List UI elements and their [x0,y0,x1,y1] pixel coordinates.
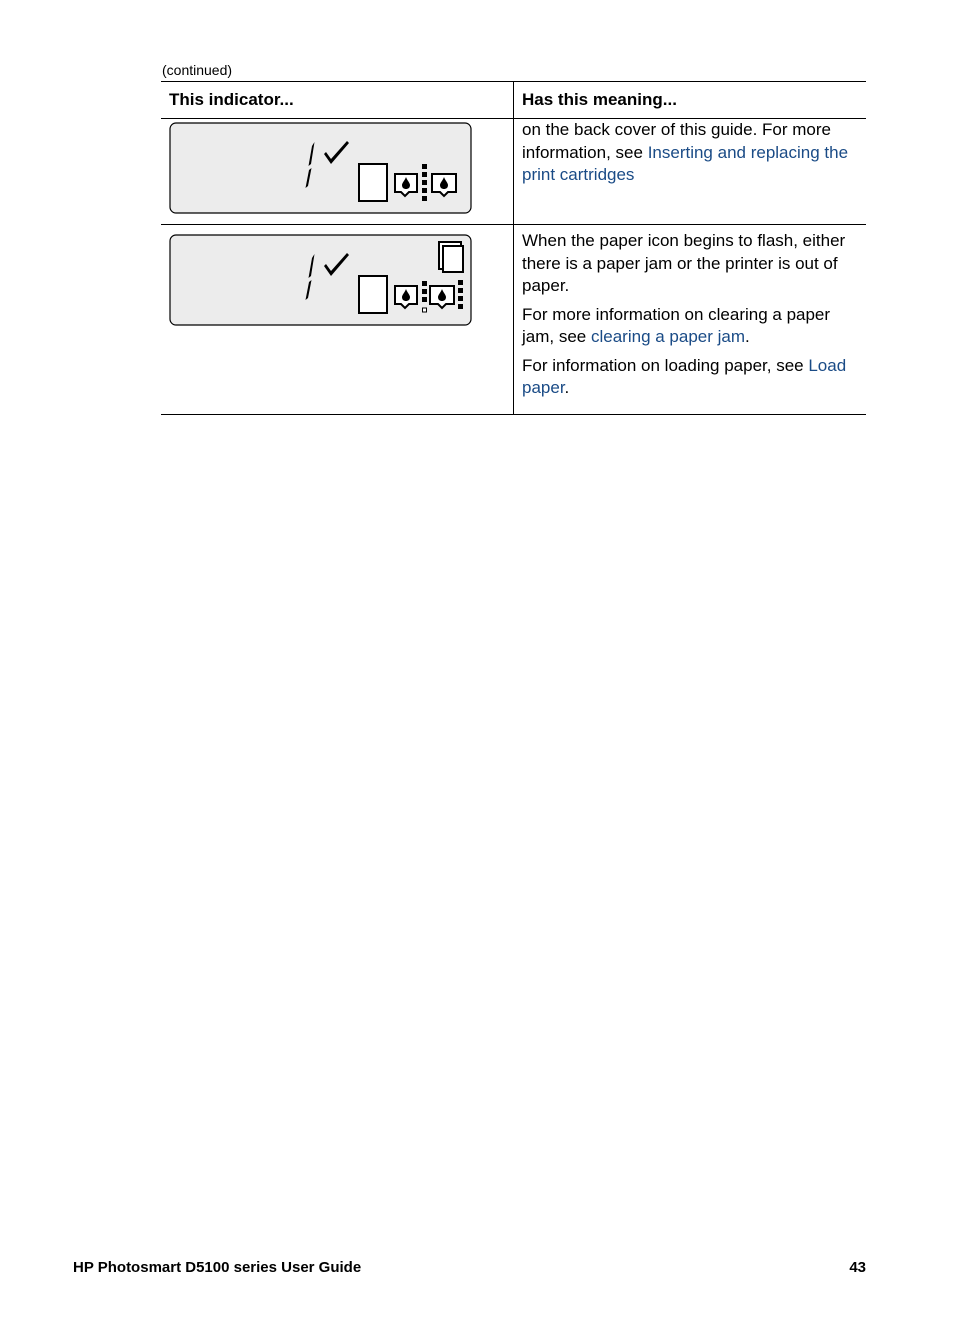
link-inserting-cartridges[interactable]: Inserting and replacing the print cartridges [522,142,849,184]
paper-icon [359,164,387,201]
page-number: 43 [849,1259,866,1276]
col-header-meaning: Has this meaning... [514,82,867,119]
table-header-row [161,82,866,119]
table-row [161,119,866,225]
continued-label: (continued) [162,62,233,78]
meaning-paragraph [522,304,858,349]
meaning-text: on the back cover of this guide. For more information, see [522,120,831,162]
ink-drop-icon [395,286,417,308]
meaning-cell [514,119,867,225]
meaning-text: . [564,378,570,397]
meaning-cell [514,225,867,415]
link-load-paper[interactable]: Load paper [522,355,847,397]
control-panel-display [169,122,473,215]
ink-drop-icon [432,174,456,196]
stacked-paper-icon [439,242,463,272]
meaning-text: . [745,327,750,346]
footer-title: HP Photosmart D5100 series User Guide [73,1259,362,1276]
indicator-table [161,81,866,415]
ink-drop-icon [430,286,454,308]
control-panel-display [169,234,473,327]
col-header-indicator: This indicator... [161,82,514,119]
indicator-cell [161,225,514,415]
ink-drop-icon [395,174,417,196]
meaning-paragraph [522,355,858,400]
table-row [161,225,866,415]
link-clearing-paper-jam[interactable]: clearing a paper jam [590,327,746,346]
indicator-cell [161,119,514,225]
meaning-paragraph: When the paper icon begins to flash, either there is a paper jam or the printer is out of paper. [522,231,846,295]
meaning-text: For more information on clearing a paper jam, see [522,304,831,346]
paper-icon [359,276,387,313]
meaning-text: For information on loading paper, see [522,355,809,375]
